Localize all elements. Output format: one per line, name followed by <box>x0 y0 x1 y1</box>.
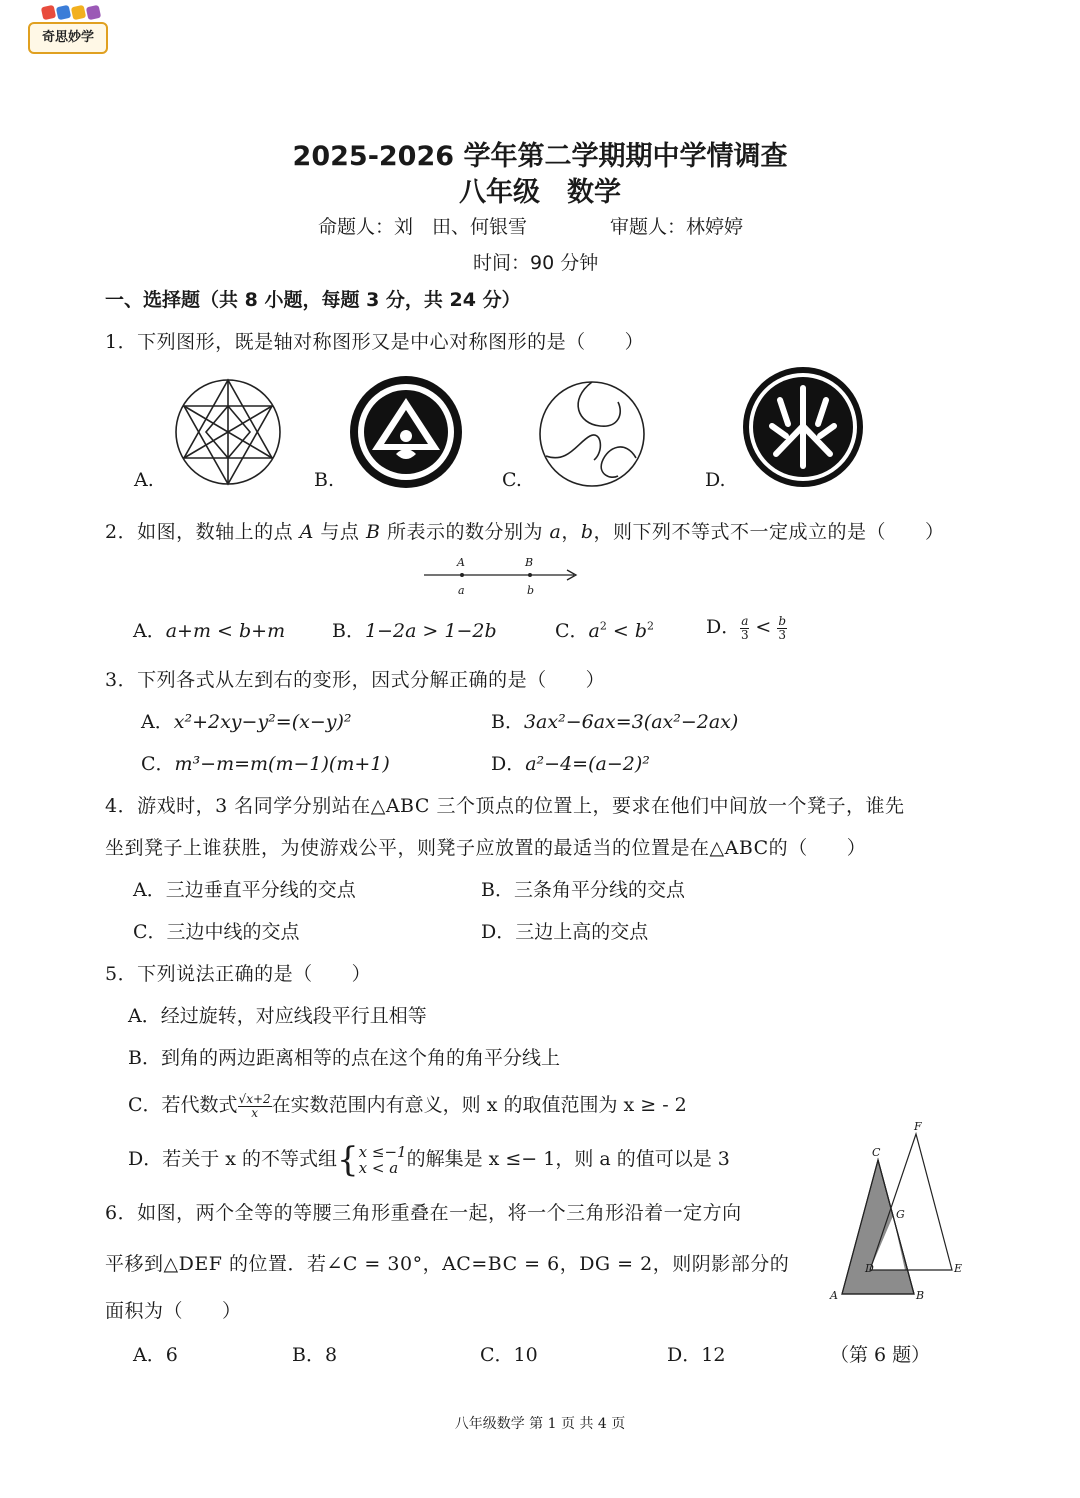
q6-option-d: D．12 <box>667 1344 726 1366</box>
frac-num: a <box>741 613 749 628</box>
q1-label-b: B. <box>314 469 335 491</box>
radical-fraction <box>238 1093 272 1120</box>
exam-subtitle: 八年级 数学 <box>459 177 621 208</box>
exam-time: 时间：90 分钟 <box>473 252 599 274</box>
fig-label-c: C <box>872 1146 881 1159</box>
brand-logo <box>28 4 106 52</box>
option-var: b <box>634 620 648 642</box>
option-text: a+m < b+m <box>165 620 286 642</box>
option-label: C． <box>141 753 175 775</box>
option-text: 在实数范围内有意义，则 x 的取值范围为 x ≥ - 2 <box>271 1094 687 1116</box>
fig-label-b: B <box>916 1289 925 1302</box>
q2-option-d <box>706 612 787 642</box>
option-label: B． <box>332 620 365 642</box>
logo-blocks <box>42 4 102 23</box>
q1-label-c: C. <box>502 469 522 491</box>
q2-point-a: A <box>299 521 314 543</box>
q5-option-d <box>128 1140 730 1180</box>
q6-option-a: A．6 <box>133 1344 178 1366</box>
frac-den: 3 <box>740 627 749 642</box>
option-label: C． <box>555 620 589 642</box>
q1-figure-c <box>538 380 646 488</box>
section-title: 一、选择题（共 8 小题，每题 3 分，共 24 分） <box>105 289 521 311</box>
q6-option-c: C．10 <box>480 1344 538 1366</box>
option-text: x²+2xy−y²=(x−y)² <box>173 711 352 733</box>
fig-label-d: D <box>865 1262 874 1275</box>
number-line-value-a: a <box>458 584 465 597</box>
question-4-line-1: 4．游戏时，3 名同学分别站在△ABC 三个顶点的位置上，要求在他们中间放一个凳子，谁先 <box>105 795 905 817</box>
brace-icon: { <box>337 1140 359 1180</box>
q2-stem-part: 2．如图，数轴上的点 <box>105 521 300 543</box>
q4-option-c: C．三边中线的交点 <box>133 921 300 943</box>
option-exp: 2 <box>647 619 655 633</box>
q2-stem-part: ，则下列不等式不一定成立的是（ ） <box>593 521 945 543</box>
authors: 命题人：刘 田、何银雪 <box>318 216 528 238</box>
q1-label-a: A. <box>134 469 154 491</box>
option-exp: 2 <box>599 619 607 633</box>
option-text: D．若关于 x 的不等式组 <box>128 1148 338 1170</box>
exam-title: 2025-2026 学年第二学期期中学情调查 <box>292 141 788 172</box>
q3-option-c <box>141 749 390 776</box>
q4-option-a: A．三边垂直平分线的交点 <box>133 879 356 901</box>
option-label: B． <box>491 711 524 733</box>
fig-label-g: G <box>896 1208 905 1221</box>
option-op: < <box>606 620 635 642</box>
option-text: m³−m=m(m−1)(m+1) <box>174 753 390 775</box>
reviewer: 审题人：林婷婷 <box>610 216 744 238</box>
q5-option-b: B．到角的两边距离相等的点在这个角的角平分线上 <box>128 1047 560 1069</box>
figure-caption: （第 6 题） <box>830 1344 931 1366</box>
fig-label-a: A <box>830 1289 838 1302</box>
option-text: 1−2a > 1−2b <box>364 620 497 642</box>
frac-num: b <box>778 613 787 628</box>
q6-option-b: B．8 <box>292 1344 338 1366</box>
fraction-b-3 <box>777 615 787 642</box>
question-2-stem <box>105 517 945 544</box>
option-label: D． <box>491 753 526 775</box>
q1-figure-b <box>348 374 464 490</box>
q2-option-a <box>133 616 285 643</box>
option-var: a <box>588 620 600 642</box>
q4-option-b: B．三条角平分线的交点 <box>481 879 685 901</box>
question-3-stem: 3．下列各式从左到右的变形，因式分解正确的是（ ） <box>105 669 606 691</box>
question-6-line-1: 6．如图，两个全等的等腰三角形重叠在一起，将一个三角形沿着一定方向 <box>105 1202 742 1224</box>
q1-figure-d <box>742 366 864 488</box>
q2-stem-part: ， <box>561 521 581 543</box>
q3-option-a <box>141 707 352 734</box>
q2-point-b: B <box>365 521 381 543</box>
q3-option-b <box>491 707 738 734</box>
fig-label-f: F <box>914 1120 922 1133</box>
q2-var-a: a <box>549 521 562 543</box>
frac-num: √x+2 <box>238 1091 271 1106</box>
number-line <box>424 556 584 596</box>
question-4-line-2: 坐到凳子上谁获胜，为使游戏公平，则凳子应放置的最适当的位置是在△ABC的（ ） <box>105 837 867 859</box>
q1-label-d: D. <box>705 469 726 491</box>
option-label: D． <box>706 616 741 638</box>
q1-figure-a <box>174 378 282 486</box>
page-footer: 八年级数学 第 1 页 共 4 页 <box>454 1416 626 1432</box>
option-label: A． <box>141 711 174 733</box>
option-text: 3ax²−6ax=3(ax²−2ax) <box>523 711 739 733</box>
q5-option-c <box>128 1090 687 1120</box>
frac-den: 3 <box>778 627 787 642</box>
q2-stem-part: 与点 <box>313 521 366 543</box>
option-text: a²−4=(a−2)² <box>525 753 650 775</box>
option-text: 的解集是 x ≤− 1，则 a 的值可以是 3 <box>406 1148 730 1170</box>
logo-text: 奇思妙学 <box>28 22 108 54</box>
option-op: < <box>749 616 778 638</box>
q3-option-d <box>491 749 650 776</box>
inequality-row: x < a <box>358 1159 399 1177</box>
q5-option-a: A．经过旋转，对应线段平行且相等 <box>128 1005 427 1027</box>
q4-option-d: D．三边上高的交点 <box>481 921 649 943</box>
question-6-line-2: 平移到△DEF 的位置．若∠C = 30°，AC=BC = 6，DG = 2，则阴影部分的 <box>105 1253 790 1275</box>
number-line-label-a: A <box>457 556 465 569</box>
question-1-stem: 1．下列图形，既是轴对称图形又是中心对称图形的是（ ） <box>105 331 645 353</box>
question-6-line-3: 面积为（ ） <box>105 1300 242 1322</box>
inequality-row: x ≤−1 <box>358 1143 407 1161</box>
q2-option-b <box>332 616 497 643</box>
option-text: C．若代数式 <box>128 1094 238 1116</box>
inequality-system <box>359 1144 407 1176</box>
option-label: A． <box>133 620 166 642</box>
question-5-stem: 5．下列说法正确的是（ ） <box>105 963 372 985</box>
number-line-value-b: b <box>527 584 535 597</box>
q2-stem-part: 所表示的数分别为 <box>380 521 550 543</box>
fig-label-e: E <box>954 1262 963 1275</box>
q2-var-b: b <box>580 521 594 543</box>
frac-den: x <box>251 1105 258 1120</box>
number-line-label-b: B <box>525 556 534 569</box>
q2-option-c <box>555 616 654 643</box>
